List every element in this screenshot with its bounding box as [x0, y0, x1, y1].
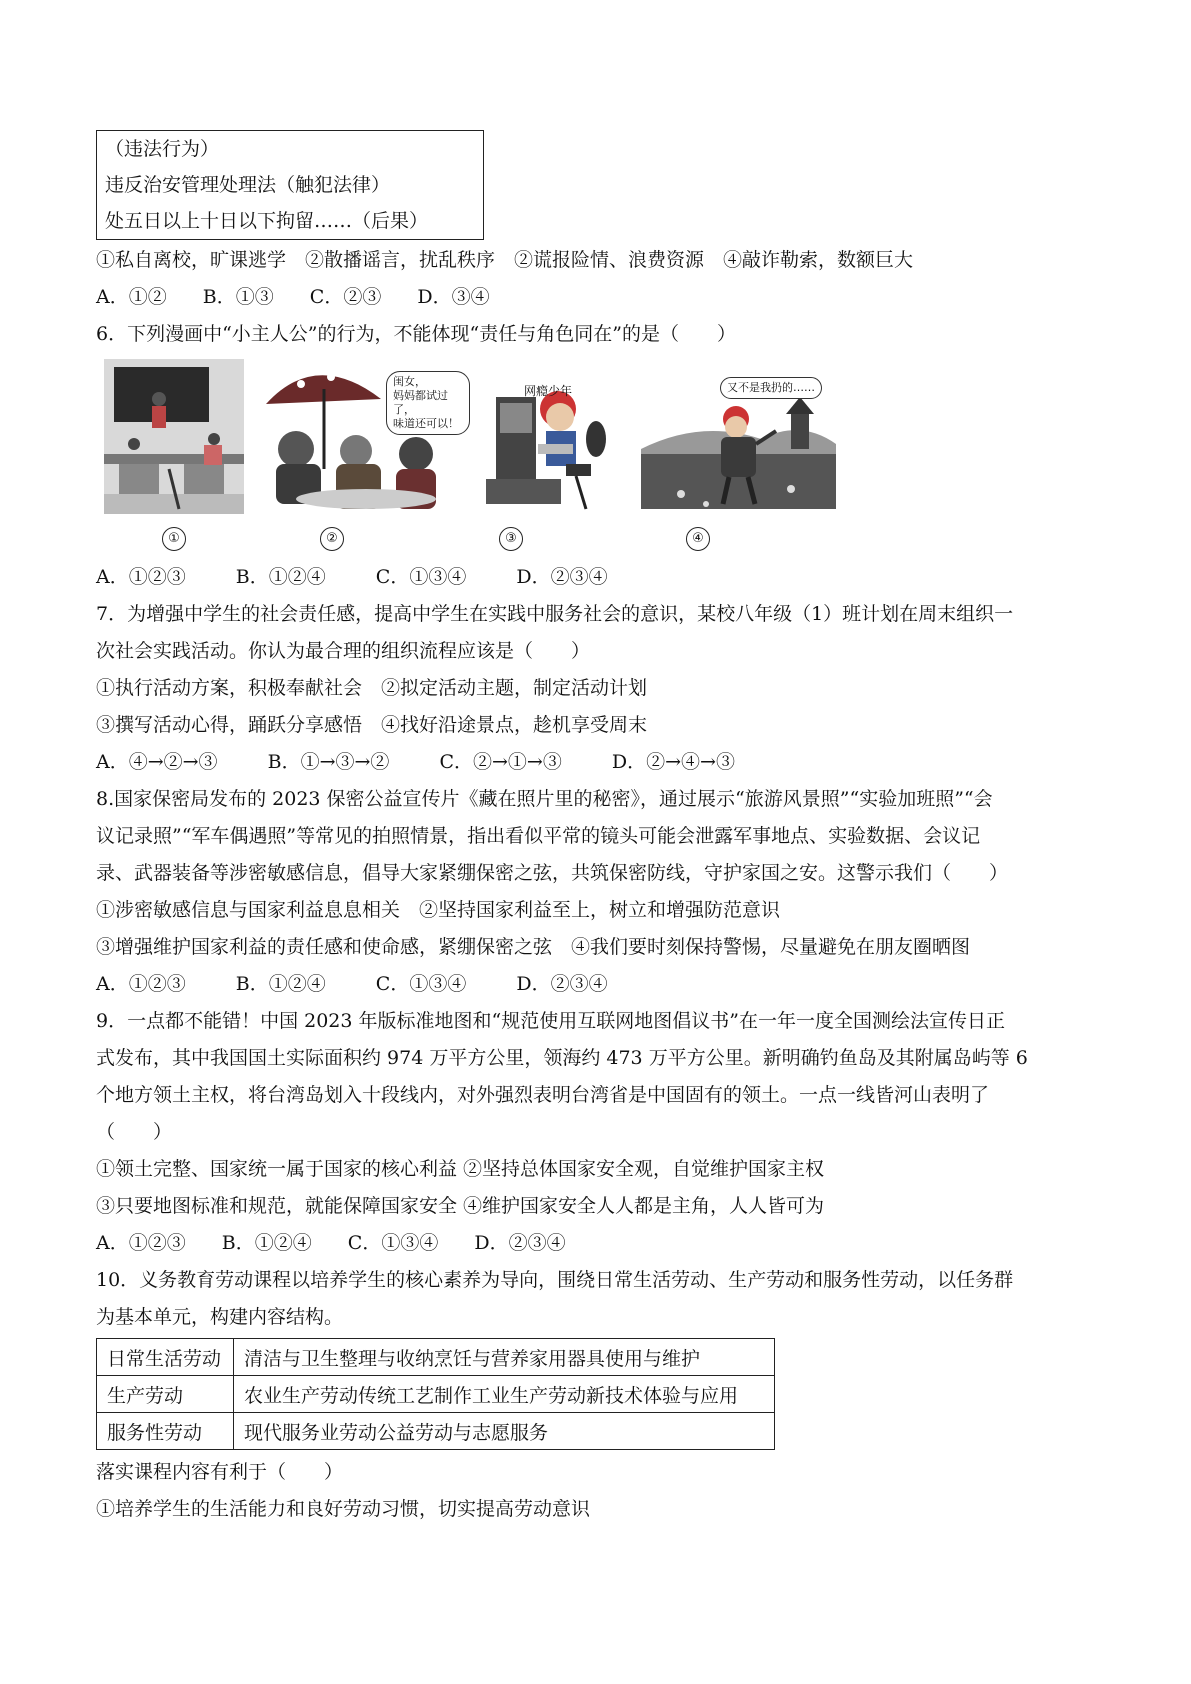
- option-d[interactable]: D．②③④: [516, 566, 608, 588]
- option-b[interactable]: B．①③: [202, 286, 274, 308]
- option-a[interactable]: A．④→②→③: [96, 751, 218, 773]
- caption-3: 网瘾少年: [524, 384, 573, 398]
- table-cell-content: 清洁与卫生整理与收纳烹饪与营养家用器具使用与维护: [234, 1339, 775, 1376]
- option-c[interactable]: C．①③④: [347, 1232, 439, 1254]
- q8-item: ①涉密敏感信息与国家利益息息相关 ②坚持国家利益至上，树立和增强防范意识: [96, 899, 781, 921]
- q10-stem: 为基本单元，构建内容结构。: [96, 1306, 344, 1328]
- q7-item: ③撰写活动心得，踊跃分享感悟 ④找好沿途景点，趁机享受周末: [96, 714, 648, 736]
- option-d[interactable]: D．③④: [417, 286, 490, 308]
- q9-options: [96, 1225, 1106, 1262]
- q9-stem: 式发布，其中我国国土实际面积约 974 万平方公里，领海约 473 万平方公里。新明确钓鱼岛及其附属岛屿等 6: [96, 1047, 1028, 1069]
- speech-bubble-4: 又不是我扔的……: [720, 377, 822, 399]
- law-box: [96, 130, 484, 240]
- option-d[interactable]: D．②③④: [516, 973, 608, 995]
- option-d[interactable]: D．②③④: [474, 1232, 566, 1254]
- law-box-line: 处五日以上十日以下拘留……（后果）: [105, 210, 429, 232]
- option-b[interactable]: B．①②④: [221, 1232, 312, 1254]
- option-c[interactable]: C．①③④: [375, 973, 467, 995]
- comic-strip: [96, 359, 1106, 559]
- q8-stem: 录、武器装备等涉密敏感信息，倡导大家紧绷保密之弦，共筑保密防线，守护家国之安。这警示我们（ ）: [96, 862, 1009, 884]
- table-cell-content: 农业生产劳动传统工艺制作工业生产劳动新技术体验与应用: [234, 1376, 775, 1413]
- option-a[interactable]: A．①②③: [96, 973, 186, 995]
- q9-stem: （ ）: [96, 1121, 173, 1143]
- law-box-line: （违法行为）: [105, 138, 220, 160]
- option-c[interactable]: C．②③: [309, 286, 382, 308]
- q8-item: ③增强维护国家利益的责任感和使命感，紧绷保密之弦 ④我们要时刻保持警惕，尽量避免在朋友圈晒图: [96, 936, 971, 958]
- panel-label-1: ①: [162, 527, 186, 551]
- q9-stem: 9．一点都不能错！中国 2023 年版标准地图和“规范使用互联网地图倡议书”在一年一度全国测绘法宣传日正: [96, 1010, 1005, 1032]
- speech-bubble-2: 闺女， 妈妈都试过了， 味道还可以！: [386, 371, 470, 435]
- law-box-line: 违反治安管理处理法（触犯法律）: [105, 174, 391, 196]
- q7-stem: 7．为增强中学生的社会责任感，提高中学生在实践中服务社会的意识，某校八年级（1）班计划在周末组织一: [96, 603, 1014, 625]
- q7-options: [96, 744, 1106, 781]
- q8-options: [96, 966, 1106, 1003]
- option-b[interactable]: B．①②④: [235, 566, 326, 588]
- option-a[interactable]: A．①②③: [96, 1232, 186, 1254]
- q10-item: ①培养学生的生活能力和良好劳动习惯，切实提高劳动意识: [96, 1498, 591, 1520]
- table-cell-head: 服务性劳动: [97, 1413, 234, 1450]
- option-b[interactable]: B．①②④: [235, 973, 326, 995]
- labor-table: [96, 1338, 775, 1450]
- exam-page: [96, 130, 1106, 1528]
- panel-label-4: ④: [686, 527, 710, 551]
- q10-stem: 10．义务教育劳动课程以培养学生的核心素养为导向，围绕日常生活劳动、生产劳动和服务性劳动，以任务群: [96, 1269, 1014, 1291]
- q5-options: [96, 279, 1106, 316]
- table-row: [97, 1376, 775, 1413]
- comic-panel-1: [104, 359, 244, 514]
- option-b[interactable]: B．①→③→②: [267, 751, 390, 773]
- panel-label-3: ③: [499, 527, 523, 551]
- q8-stem: 8.国家保密局发布的 2023 保密公益宣传片《藏在照片里的秘密》，通过展示“旅游风景照”“实验加班照”“会: [96, 788, 993, 810]
- option-d[interactable]: D．②→④→③: [611, 751, 735, 773]
- table-cell-head: 日常生活劳动: [97, 1339, 234, 1376]
- q8-stem: 议记录照”“军车偶遇照”等常见的拍照情景，指出看似平常的镜头可能会泄露军事地点、实验数据、会议记: [96, 825, 981, 847]
- q7-item: ①执行活动方案，积极奉献社会 ②拟定活动主题，制定活动计划: [96, 677, 648, 699]
- panel-label-2: ②: [320, 527, 344, 551]
- q6-stem: 6．下列漫画中“小主人公”的行为，不能体现“责任与角色同在”的是（ ）: [96, 323, 736, 345]
- q9-item: ③只要地图标准和规范，就能保障国家安全 ④维护国家安全人人都是主角，人人皆可为: [96, 1195, 825, 1217]
- q7-stem: 次社会实践活动。你认为最合理的组织流程应该是（ ）: [96, 640, 591, 662]
- option-c[interactable]: C．①③④: [375, 566, 467, 588]
- option-a[interactable]: A．①②: [96, 286, 167, 308]
- q6-options: [96, 559, 1106, 596]
- table-row: [97, 1339, 775, 1376]
- q5-items: ①私自离校，旷课逃学 ②散播谣言，扰乱秩序 ②谎报险情、浪费资源 ④敲诈勒索，数额巨大: [96, 249, 914, 271]
- q10-after: 落实课程内容有利于（ ）: [96, 1461, 344, 1483]
- table-cell-head: 生产劳动: [97, 1376, 234, 1413]
- q9-stem: 个地方领土主权，将台湾岛划入十段线内，对外强烈表明台湾省是中国固有的领土。一点一线皆河山表明了: [96, 1084, 990, 1106]
- table-row: [97, 1413, 775, 1450]
- table-cell-content: 现代服务业劳动公益劳动与志愿服务: [234, 1413, 775, 1450]
- option-c[interactable]: C．②→①→③: [439, 751, 562, 773]
- option-a[interactable]: A．①②③: [96, 566, 186, 588]
- q9-item: ①领土完整、国家统一属于国家的核心利益 ②坚持总体国家安全观，自觉维护国家主权: [96, 1158, 825, 1180]
